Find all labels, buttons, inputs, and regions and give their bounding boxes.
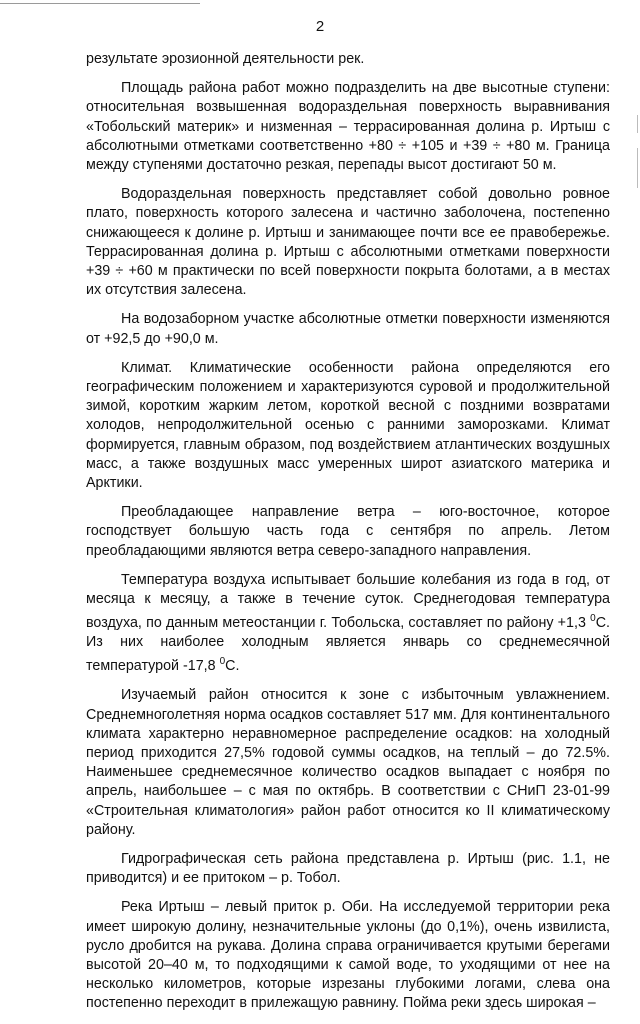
paragraph-irtysh-river: Река Иртыш – левый приток р. Оби. На исследуемой территории река имеет широкую долину, незначительные уклоны (до 0,1%), очень извилиста, русло дробится на рукава. Долина справа ограничивается крутыми берегами высотой 20–40 м, то подходящими к самой воде, то уходящими от нее на несколько километров, которые изрезаны глубокими логами, слева она постепенно переходит в прилежащую равнину. Пойма реки здесь широкая – bbox=[86, 899, 610, 1012]
temperature-text-3: С. bbox=[225, 658, 240, 675]
document-body bbox=[86, 50, 610, 1024]
temperature-text-1: Температура воздуха испытывает большие колебания из года в год, от месяца к месяцу, а также в течение суток. Среднегодовая температура воздуха, по данным метеостанции г. Тобольска, составляет по району +1,3 bbox=[86, 571, 610, 632]
scan-edge-mark bbox=[637, 148, 638, 188]
scan-edge-mark bbox=[637, 115, 638, 133]
paragraph-watershed: Водораздельная поверхность представляет собой довольно ровное плато, поверхность которого залесена и частично заболочена, постепенно снижающееся к долине р. Иртыш и занимающее почти все ее правобережье. Террасированная долина р. Иртыш с абсолютными отметками поверхности +39 ÷ +60 м практически по всей поверхности покрыта болотами, а в местах их отсутствия залесена. bbox=[86, 186, 610, 299]
paragraph-hydrography: Гидрографическая сеть района представлена р. Иртыш (рис. 1.1, не приводится) и ее притоком – р. Тобол. bbox=[86, 851, 610, 887]
header-rule bbox=[0, 3, 200, 4]
paragraph-continuation: результате эрозионной деятельности рек. bbox=[86, 51, 365, 67]
degree-sign: 0 bbox=[590, 613, 596, 625]
paragraph-precipitation: Изучаемый район относится к зоне с избыточным увлажнением. Среднемноголетняя норма осадков составляет 517 мм. Для континентального климата характерно неравномерное распределение осадков: на холодный период приходится 27,5% годовой суммы осадков, на теплый – до 72.5%. Наименьшее среднемесячное количество осадков выпадает с ноября по апрель, наибольшее – с мая по октябрь. В соответствии с СНиП 23-01-99 «Строительная климатология» район работ относится ко II климатическому району. bbox=[86, 687, 610, 838]
page-number: 2 bbox=[315, 18, 325, 35]
paragraph-intake-elevations: На водозаборном участке абсолютные отметки поверхности изменяются от +92,5 до +90,0 м. bbox=[86, 311, 610, 347]
paragraph-climate: Климат. Климатические особенности района определяются его географическим положением и характеризуются суровой и продолжительной зимой, коротким жарким летом, короткой весной с поздними возвратами холодов, непродолжительной осенью с ранними заморозками. Климат формируется, главным образом, под воздействием атлантических воздушных масс, а также воздушных масс умеренных широт азиатского материка и Арктики. bbox=[86, 359, 610, 492]
paragraph-temperature bbox=[86, 571, 610, 677]
degree-sign: 0 bbox=[219, 656, 226, 668]
paragraph-wind: Преобладающее направление ветра – юго-восточное, которое господствует большую часть года с сентября по апрель. Летом преобладающими являются ветра северо-западного направления. bbox=[86, 504, 610, 559]
temperature-text-2: С. Из них наиболее холодным является январь со среднемесячной температурой -17,8 bbox=[86, 615, 610, 675]
paragraph-relief: Площадь района работ можно подразделить на две высотные ступени: относительная возвышенная водораздельная поверхность выравнивания «Тобольский материк» и низменная – террасированная долина р. Иртыш с абсолютными отметками соответственно +80 ÷ +105 и +39 ÷ +80 м. Граница между ступенями достаточно резкая, перепады высот достигают 50 м. bbox=[86, 80, 610, 174]
